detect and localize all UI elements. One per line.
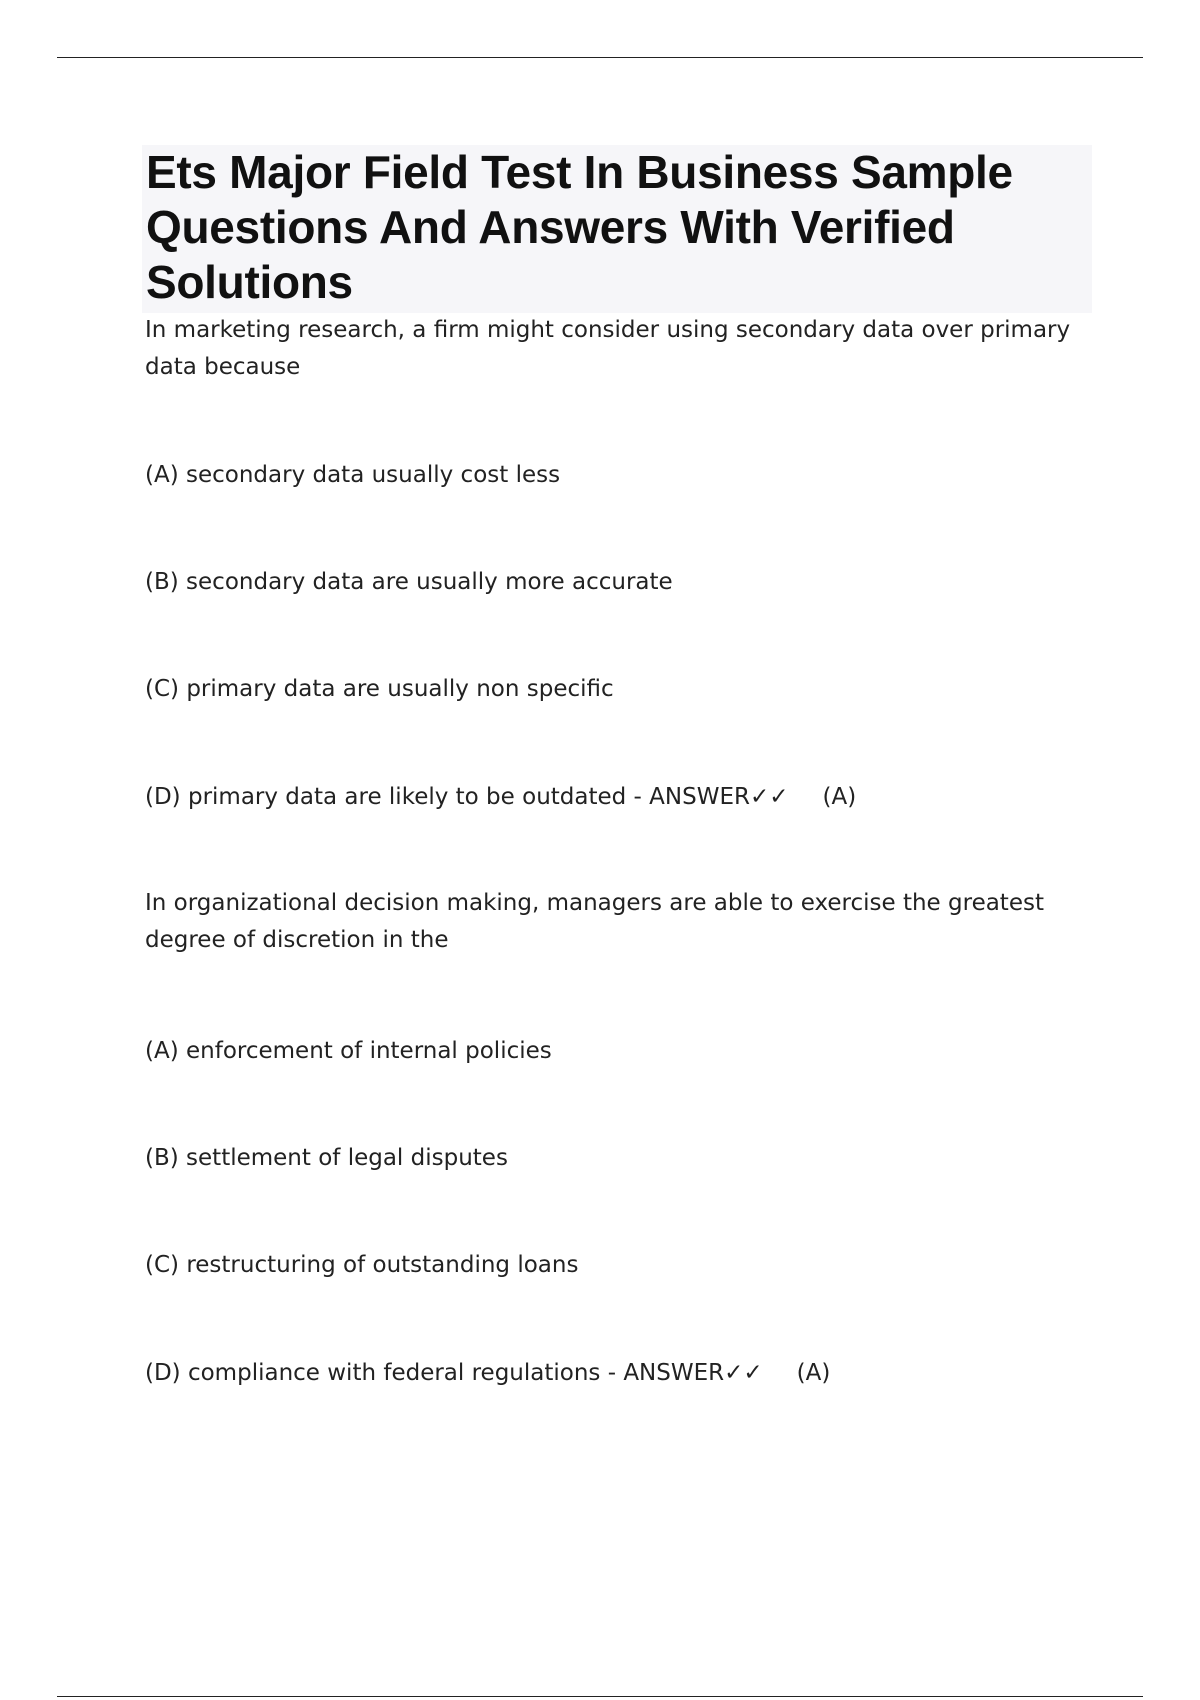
- option-c: (C) restructuring of outstanding loans: [145, 1252, 579, 1278]
- question-text: In marketing research, a firm might consider using secondary data over primary data because: [145, 317, 1071, 380]
- option-d: (D) compliance with federal regulations - ANSWER: [145, 1360, 725, 1386]
- option-a: (A) enforcement of internal policies: [145, 1038, 552, 1064]
- option-d-with-answer: [145, 1358, 830, 1388]
- question-text: In organizational decision making, managers are able to exercise the greatest degree of discretion in the: [145, 890, 1044, 953]
- option-c: (C) primary data are usually non specific: [145, 676, 614, 702]
- option-b: (B) settlement of legal disputes: [145, 1145, 508, 1171]
- answer-value: (A): [822, 784, 857, 810]
- check-marks-icon: ✓✓: [724, 1360, 763, 1386]
- document-title: Ets Major Field Test In Business Sample Questions And Answers With Verified Solutions: [146, 146, 1013, 308]
- check-marks-icon: ✓✓: [749, 784, 789, 810]
- header-rule: [57, 57, 1143, 58]
- option-d-with-answer: [145, 782, 856, 812]
- footer-rule: [57, 1696, 1143, 1697]
- option-b: (B) secondary data are usually more accurate: [145, 569, 673, 595]
- option-d: (D) primary data are likely to be outdated - ANSWER: [145, 784, 750, 810]
- title-block: [142, 145, 1092, 313]
- answer-value: (A): [796, 1360, 831, 1386]
- option-a: (A) secondary data usually cost less: [145, 462, 561, 488]
